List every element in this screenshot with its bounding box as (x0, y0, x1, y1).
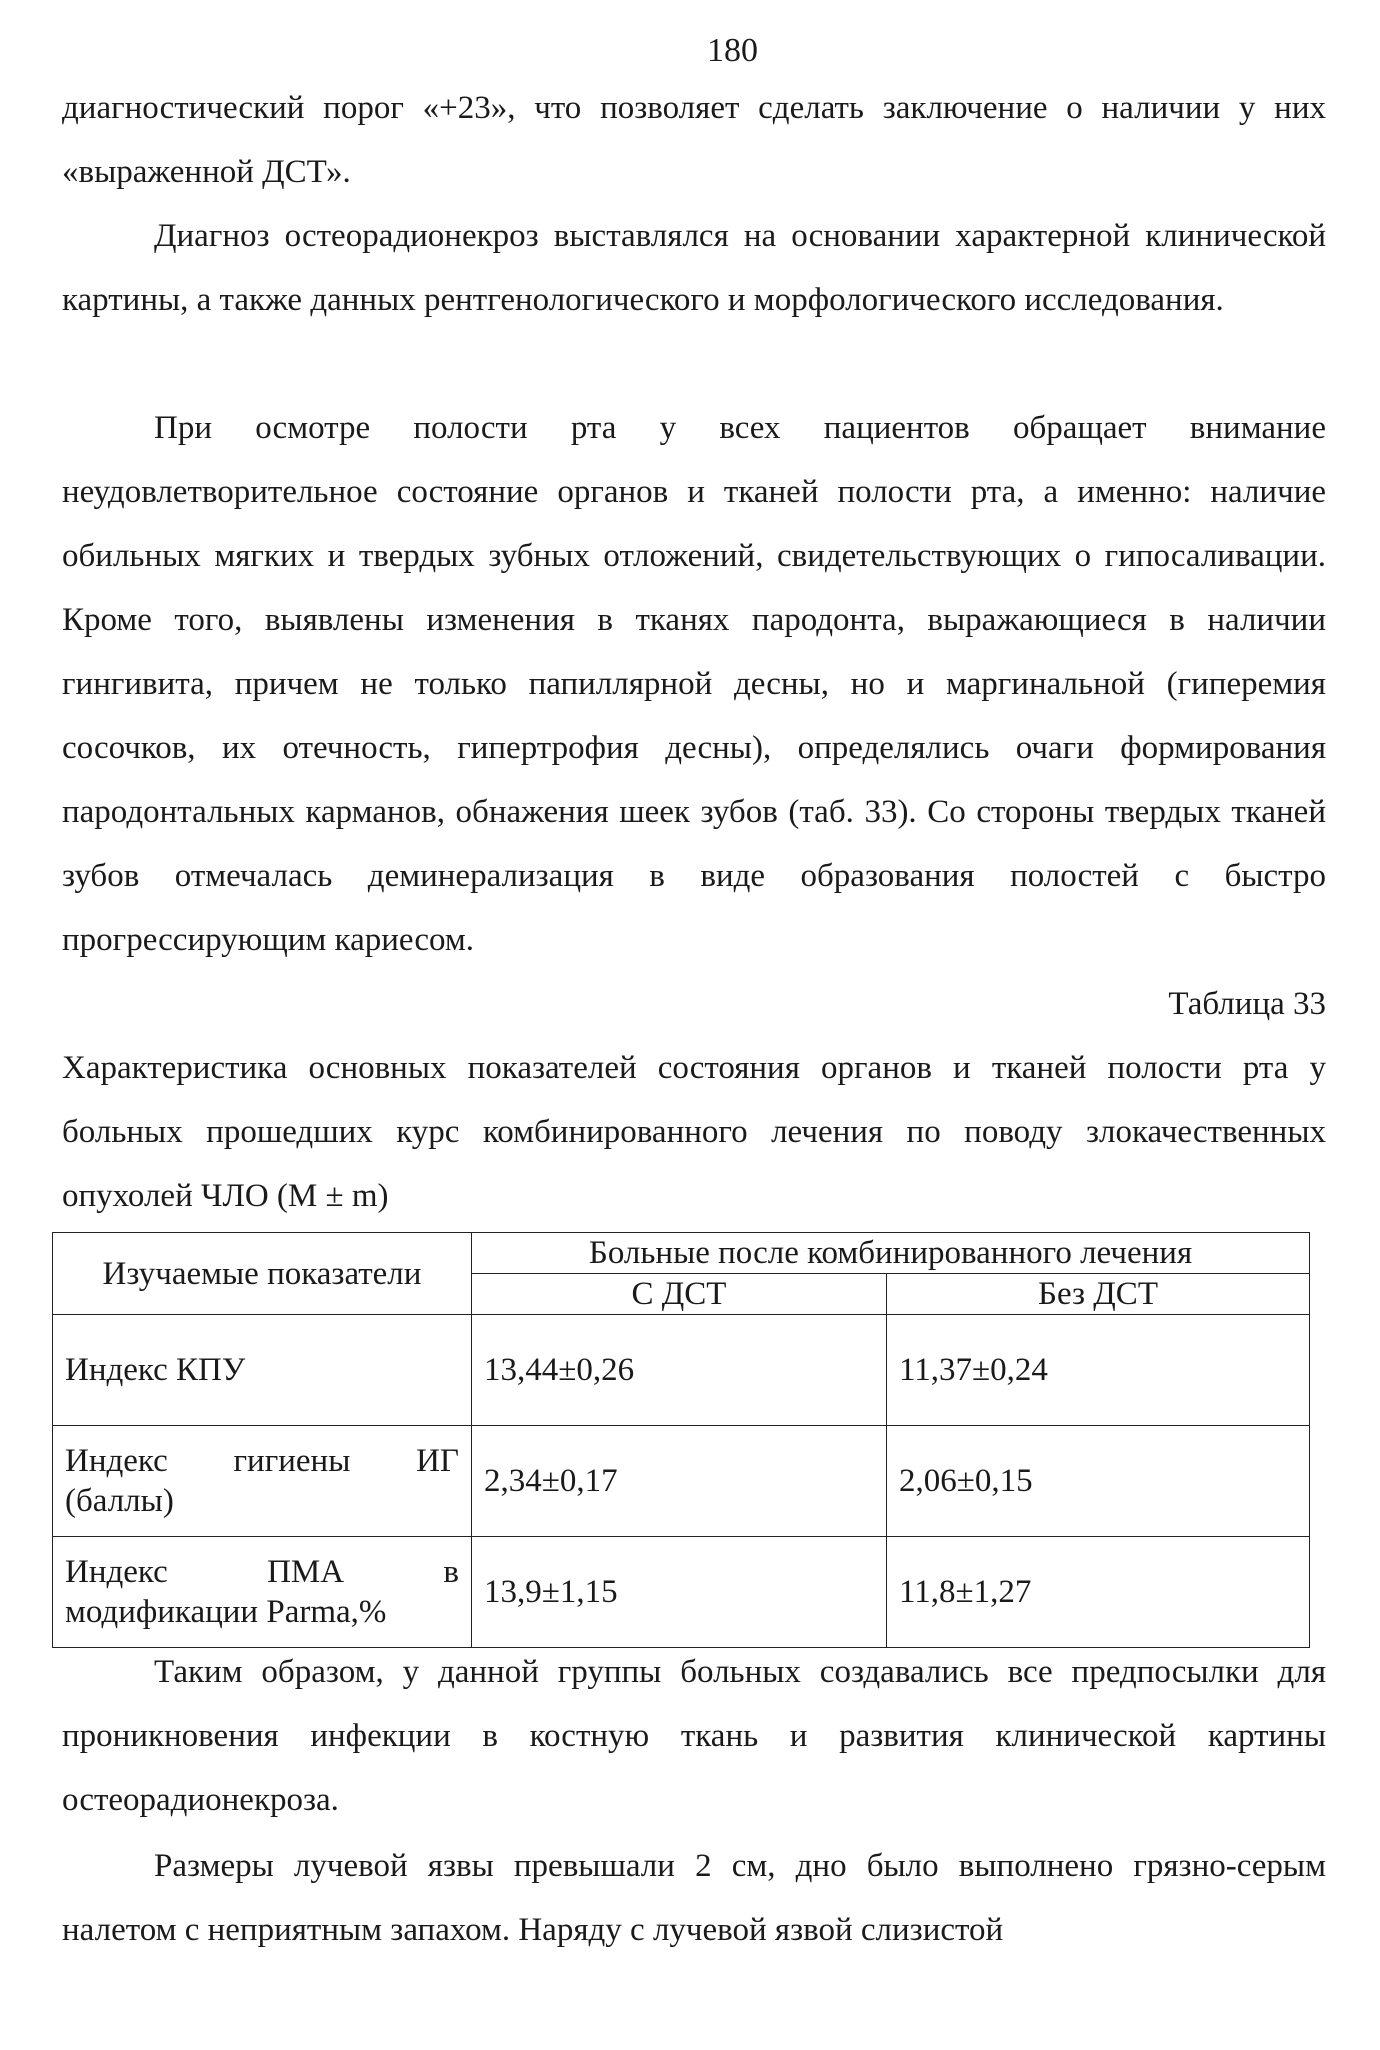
row-label: Индекс гигиены ИГ (баллы) (53, 1426, 472, 1537)
paragraph-2: Диагноз остеорадионекроз выставлялся на основании характерной клинической картины, а также данных рентгенологического и морфологического исследования. (62, 218, 1326, 318)
column-header-without-dst: Без ДСТ (887, 1274, 1310, 1315)
cell-value: 11,37±0,24 (887, 1315, 1310, 1426)
table-row (53, 1315, 1310, 1426)
paragraph-3: При осмотре полости рта у всех пациентов обращает внимание неудовлетворительное состояние органов и тканей полости рта, а именно: наличие обильных мягких и твердых зубных отложений, свидетельствующих о гипосаливации. Кроме того, выявлены изменения в тканях пародонта, выражающиеся в наличии гингивита, причем не только папиллярной десны, но и маргинальной (гиперемия сосочков, их отечность, гипертрофия десны), определялись очаги формирования пародонтальных карманов, обнажения шеек зубов (таб. 33). Со стороны твердых тканей зубов отмечалась деминерализация в виде образования полостей с быстро прогрессирующим кариесом. (62, 410, 1326, 958)
row-label: Индекс КПУ (53, 1315, 472, 1426)
table-row (53, 1426, 1310, 1537)
page-number: 180 (707, 32, 758, 69)
row-header-cell: Изучаемые показатели (53, 1233, 472, 1315)
table-caption: Характеристика основных показателей состояния органов и тканей полости рта у больных прошедших курс комбинированного лечения по поводу злокачественных опухолей ЧЛО (M ± m) (62, 1050, 1326, 1214)
table-label: Таблица 33 (1168, 986, 1326, 1022)
column-header-with-dst: С ДСТ (472, 1274, 887, 1315)
cell-value: 2,34±0,17 (472, 1426, 887, 1537)
table-header-row (53, 1233, 1310, 1274)
cell-value: 13,9±1,15 (472, 1537, 887, 1648)
cell-value: 11,8±1,27 (887, 1537, 1310, 1648)
row-label: Индекс ПМА в модификации Parma,% (53, 1537, 472, 1648)
paragraph-5: Размеры лучевой язвы превышали 2 см, дно было выполнено грязно-серым налетом с неприятным запахом. Наряду с лучевой язвой слизистой (62, 1848, 1326, 1948)
data-table (52, 1232, 1310, 1648)
cell-value: 13,44±0,26 (472, 1315, 887, 1426)
paragraph-4: Таким образом, у данной группы больных создавались все предпосылки для проникновения инфекции в костную ткань и развития клинической картины остеорадионекроза. (62, 1654, 1326, 1818)
cell-value: 2,06±0,15 (887, 1426, 1310, 1537)
table-row (53, 1537, 1310, 1648)
group-header-cell: Больные после комбинированного лечения (472, 1233, 1310, 1274)
paragraph-1: диагностический порог «+23», что позволяет сделать заключение о наличии у них «выраженной ДСТ». (62, 90, 1326, 190)
